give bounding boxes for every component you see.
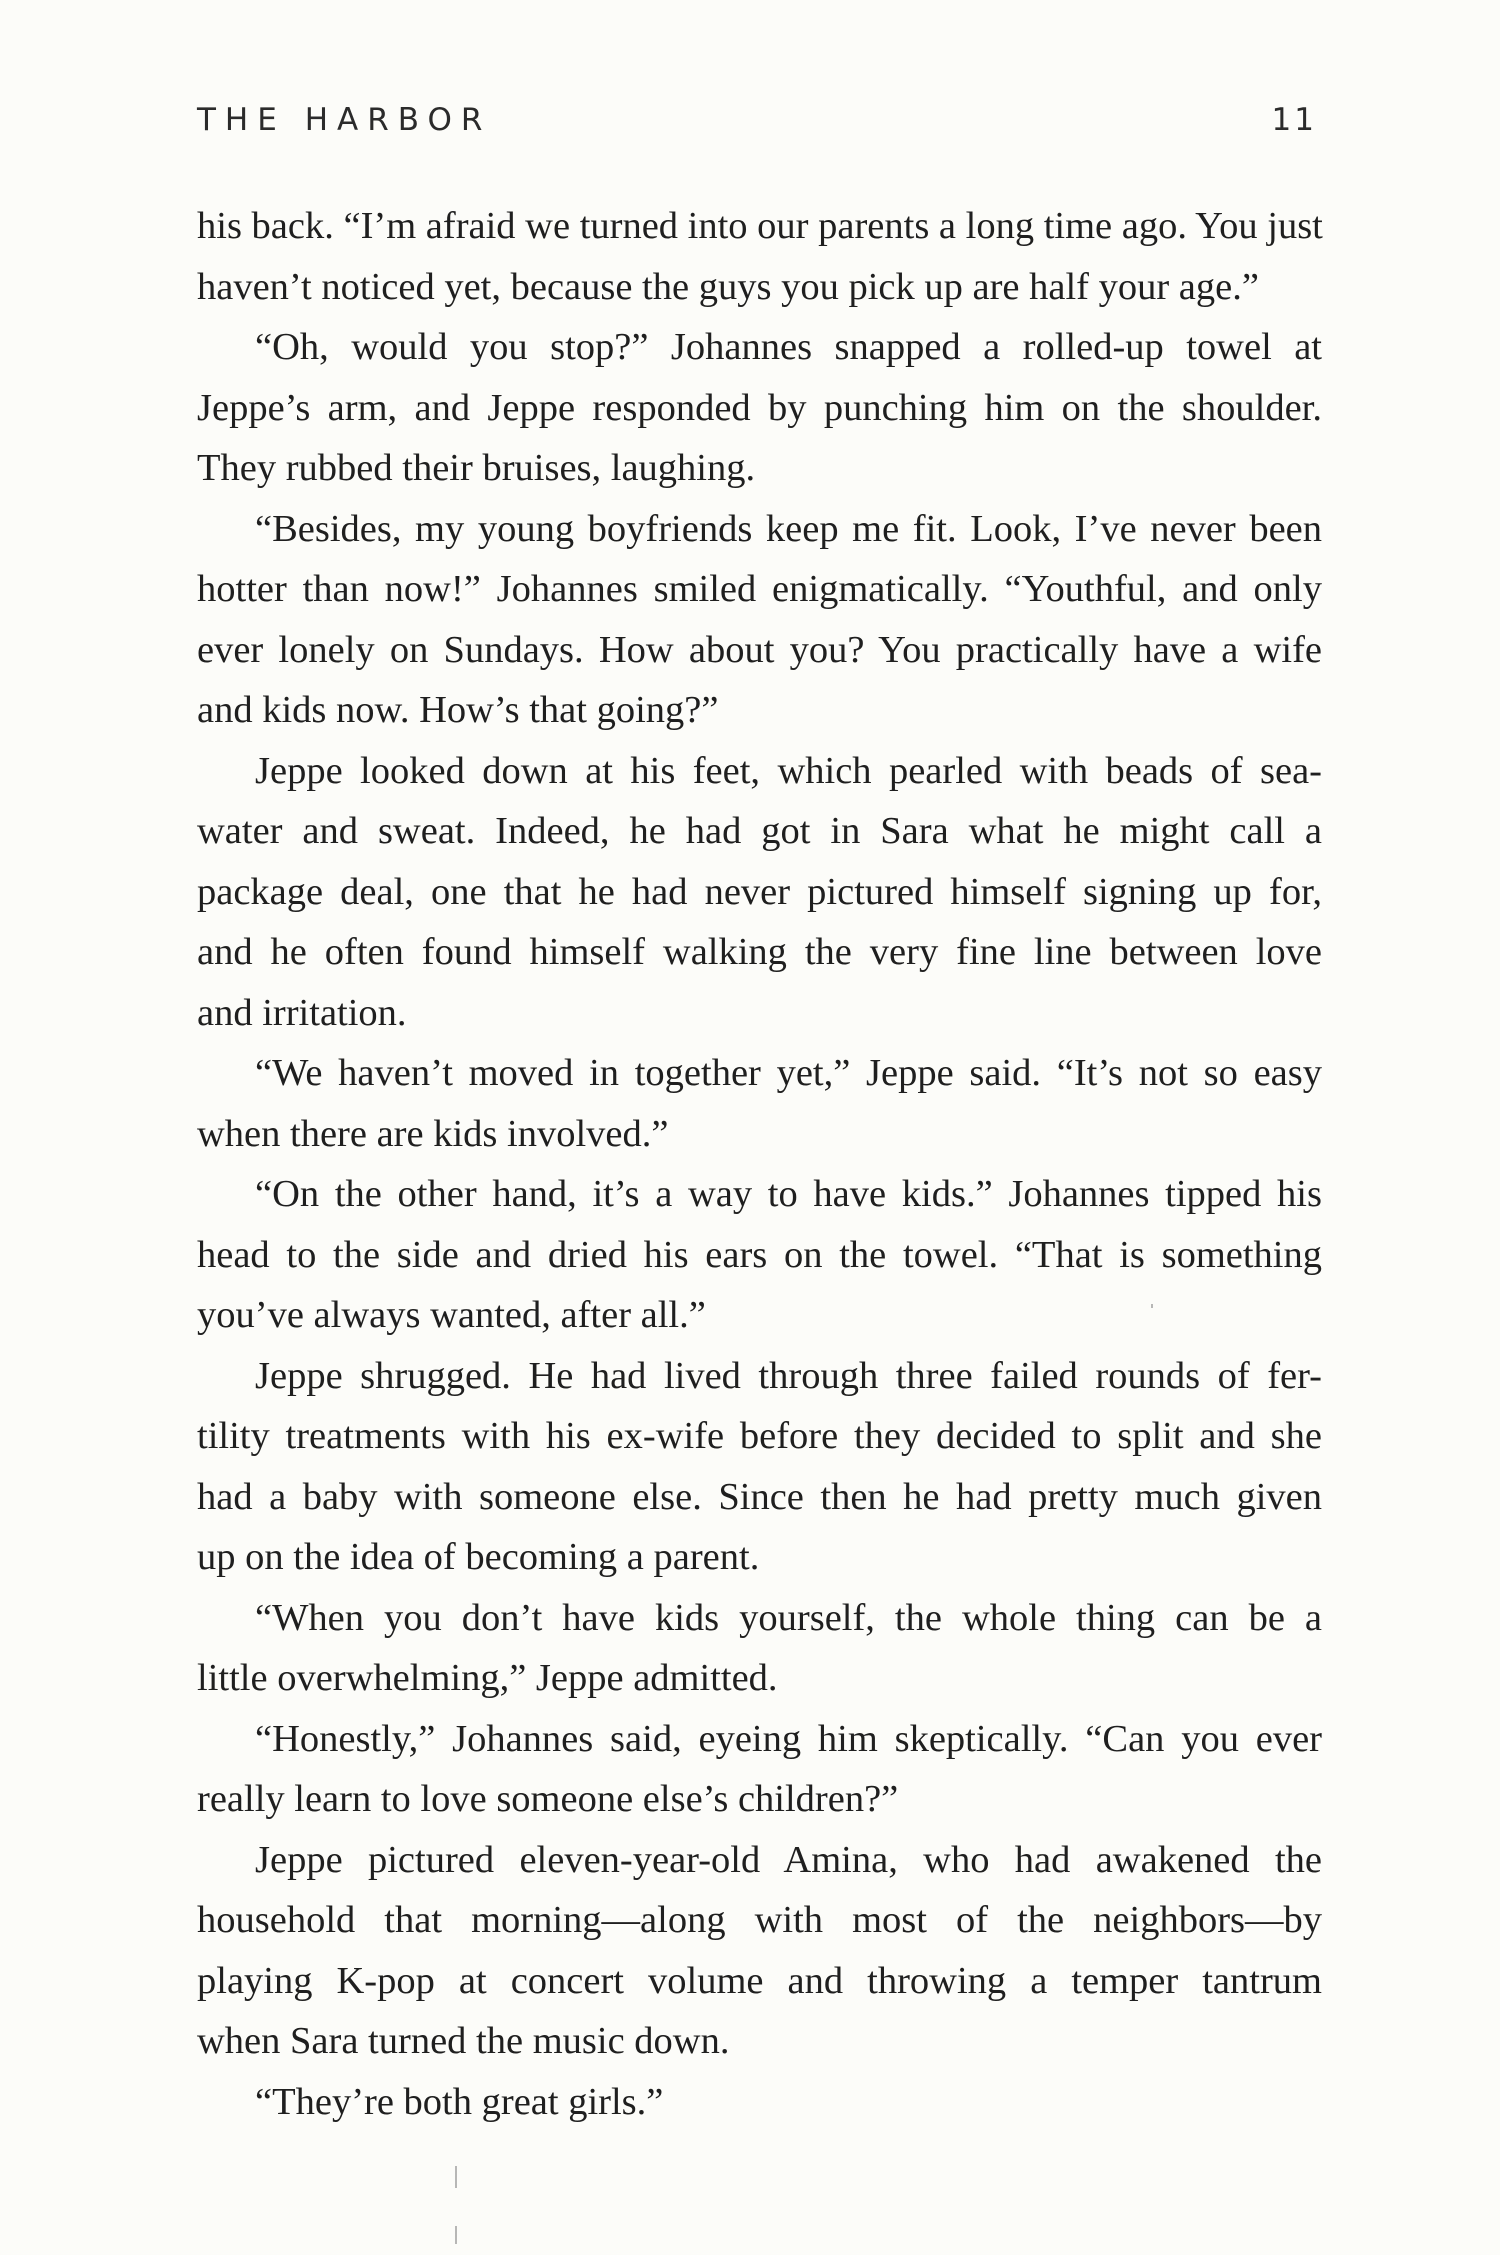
text-line: “They’re both great girls.” — [255, 2080, 664, 2123]
text-line: had a baby with someone else. Since then he had pretty much given — [197, 1475, 1322, 1518]
text-line: when there are kids involved.” — [197, 1112, 669, 1155]
text-line: and kids now. How’s that going?” — [197, 689, 719, 731]
body-text — [197, 196, 1322, 2132]
scan-speck — [1151, 1304, 1153, 1308]
text-line: head to the side and dried his ears on the towel. “That is something — [197, 1233, 1322, 1276]
text-line: “Honestly,” Johannes said, eyeing him skeptically. “Can you ever — [255, 1717, 1322, 1760]
text-line: his back. “I’m afraid we turned into our parents a long time ago. You just — [197, 205, 1323, 247]
text-line: and irritation. — [197, 991, 407, 1034]
text-line: ever lonely on Sundays. How about you? You practically have a wife — [197, 628, 1322, 671]
text-line: little overwhelming,” Jeppe admitted. — [197, 1657, 778, 1699]
text-line: Jeppe pictured eleven-year-old Amina, who had awakened the — [255, 1838, 1322, 1881]
text-line: Jeppe shrugged. He had lived through three failed rounds of fer- — [255, 1354, 1322, 1397]
text-line: haven’t noticed yet, because the guys you pick up are half your age.” — [197, 265, 1259, 308]
text-line: really learn to love someone else’s children?” — [197, 1778, 899, 1820]
text-line: “We haven’t moved in together yet,” Jeppe said. “It’s not so easy — [255, 1052, 1322, 1094]
scan-speck — [455, 2226, 457, 2244]
text-line: playing K-pop at concert volume and throwing a temper tantrum — [197, 1959, 1322, 2002]
text-line: you’ve always wanted, after all.” — [197, 1294, 706, 1336]
text-line: “When you don’t have kids yourself, the whole thing can be a — [255, 1596, 1322, 1639]
text-line: and he often found himself walking the very fine line between love — [197, 931, 1322, 973]
text-line: “Besides, my young boyfriends keep me fit. Look, I’ve never been — [255, 507, 1322, 550]
text-line: hotter than now!” Johannes smiled enigmatically. “Youthful, and only — [197, 568, 1322, 610]
text-line: when Sara turned the music down. — [197, 2020, 730, 2062]
scan-speck — [455, 2166, 457, 2188]
text-line: Jeppe looked down at his feet, which pearled with beads of sea- — [255, 749, 1322, 792]
running-head: THE HARBOR — [197, 102, 492, 138]
text-line: They rubbed their bruises, laughing. — [197, 447, 756, 489]
text-line: up on the idea of becoming a parent. — [197, 1536, 760, 1578]
text-line: Jeppe’s arm, and Jeppe responded by punching him on the shoulder. — [197, 386, 1322, 429]
text-line: “On the other hand, it’s a way to have kids.” Johannes tipped his — [255, 1173, 1322, 1215]
text-line: tility treatments with his ex-wife before they decided to split and she — [197, 1415, 1322, 1457]
text-line: household that morning—along with most of the neighbors—by — [197, 1899, 1322, 1941]
text-line: “Oh, would you stop?” Johannes snapped a rolled-up towel at — [255, 326, 1322, 368]
text-line: water and sweat. Indeed, he had got in Sara what he might call a — [197, 810, 1322, 852]
page-number: 11 — [1271, 102, 1317, 138]
text-line: package deal, one that he had never pictured himself signing up for, — [197, 870, 1322, 913]
